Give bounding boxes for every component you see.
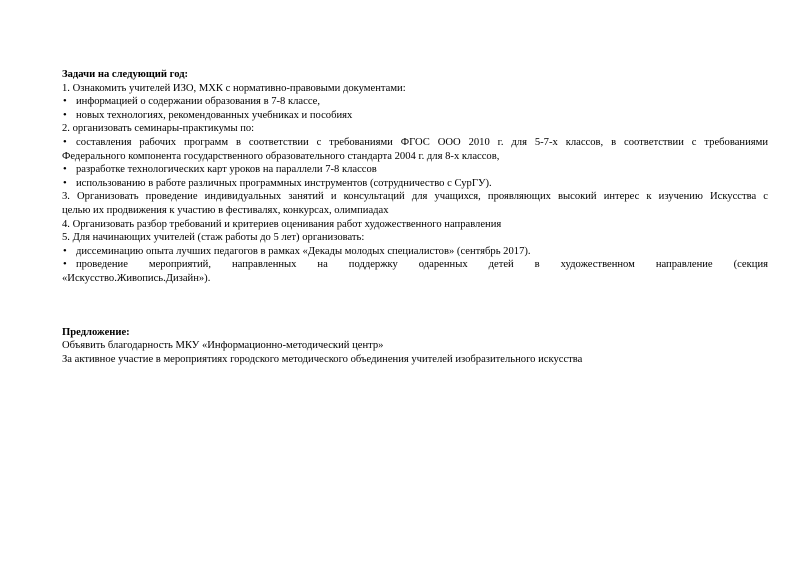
task-item-4: 4. Организовать разбор требований и критериев оценивания работ художественного направления [62, 218, 502, 230]
bullet-text: использованию в работе различных программных инструментов (сотрудничество с СурГУ). [76, 177, 492, 189]
bullet-icon: • [63, 96, 67, 108]
proposal-line: Объявить благодарность МКУ «Информационно-методический центр» [62, 340, 384, 352]
task-item-3: 3. Организовать проведение индивидуальных занятий и консультаций для учащихся, проявляющих высокий интерес к изучению Искусства с [62, 191, 768, 203]
task-bullet [62, 245, 768, 259]
task-item-2: 2. организовать семинары-практикумы по: [62, 123, 255, 135]
task-continuation: Федерального компонента государственного образовательного стандарта 2004 г. для 8-х классов, [62, 150, 500, 162]
task-continuation: «Искусство.Живопись.Дизайн»). [62, 272, 211, 284]
bullet-text: разработке технологических карт уроков на параллели 7-8 классов [76, 164, 377, 176]
bullet-icon: • [63, 177, 67, 189]
bullet-icon: • [63, 109, 67, 121]
bullet-text: диссеминацию опыта лучших педагогов в рамках «Декады молодых специалистов» (сентябрь 2017). [76, 245, 531, 257]
proposal-line: За активное участие в мероприятиях городского методического объединения учителей изобразительного искусства [62, 353, 583, 365]
task-bullet [62, 95, 768, 109]
task-bullet [62, 109, 768, 123]
bullet-icon: • [63, 136, 67, 148]
bullet-text: проведение мероприятий, направленных на поддержку одаренных детей в художественном направление (секция [76, 259, 768, 271]
bullet-icon: • [63, 259, 67, 271]
task-bullet [62, 136, 768, 150]
bullet-icon: • [63, 245, 67, 257]
document-page [62, 68, 768, 366]
spacer [62, 286, 768, 326]
bullet-text: новых технологиях, рекомендованных учебниках и пособиях [76, 109, 353, 121]
bullet-text: информацией о содержании образования в 7-8 классе, [76, 96, 321, 108]
proposal-heading: Предложение: [62, 326, 130, 338]
task-item-1: 1. Ознакомить учителей ИЗО, МХК с нормативно-правовыми документами: [62, 82, 406, 94]
task-bullet [62, 163, 768, 177]
task-continuation: целью их продвижения к участию в фестивалях, конкурсах, олимпиадах [62, 204, 389, 216]
bullet-icon: • [63, 164, 67, 176]
task-item-5: 5. Для начинающих учителей (стаж работы до 5 лет) организовать: [62, 232, 365, 244]
tasks-heading: Задачи на следующий год: [62, 69, 189, 80]
task-bullet [62, 258, 768, 272]
bullet-text: составления рабочих программ в соответствии с требованиями ФГОС ООО 2010 г. для 5-7-х классов, в соответствии с требованиями [76, 136, 768, 148]
task-bullet [62, 177, 768, 191]
